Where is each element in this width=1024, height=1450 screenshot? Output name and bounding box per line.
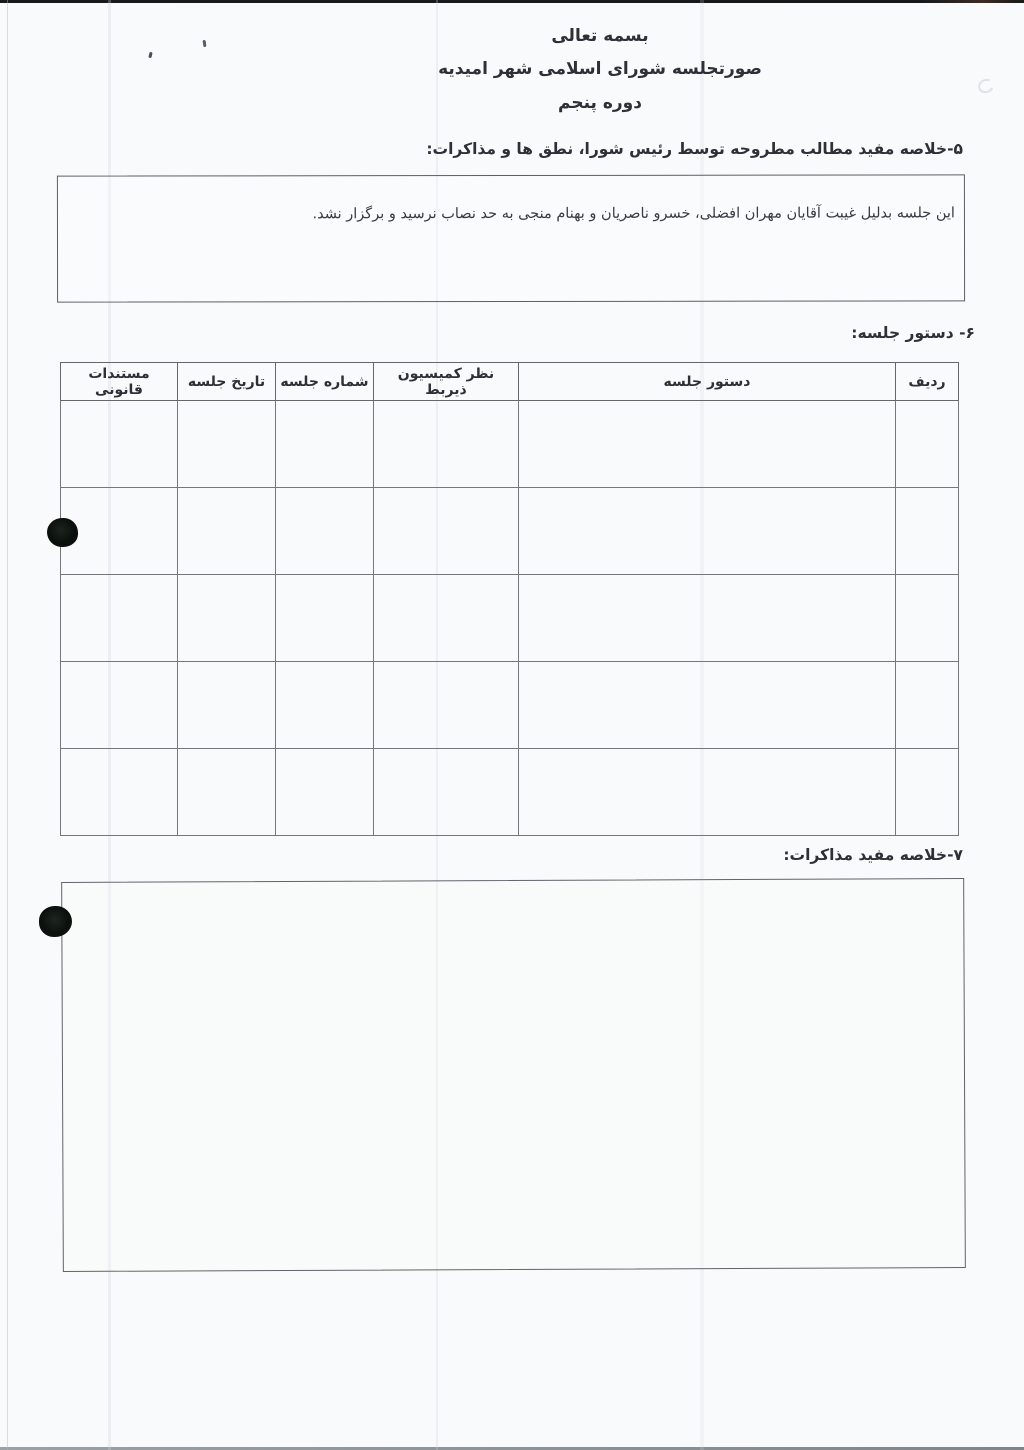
table-header-row <box>61 363 959 401</box>
column-header-meeting-number: شماره جلسه <box>276 363 374 401</box>
table-cell <box>519 749 896 836</box>
table-cell <box>276 575 374 662</box>
table-row <box>61 575 959 662</box>
hole-punch <box>47 518 78 547</box>
table-cell <box>519 662 896 749</box>
table-cell <box>178 749 276 836</box>
table-cell <box>61 488 178 575</box>
table-cell <box>276 401 374 488</box>
agenda-table <box>60 362 959 836</box>
table-cell <box>276 488 374 575</box>
table-cell <box>276 662 374 749</box>
table-cell <box>178 488 276 575</box>
section5-text: این جلسه بدلیل غیبت آقایان مهران افضلی، خسرو ناصریان و بهنام منجی به حد نصاب نرسید و برگزار نشد. <box>312 205 955 223</box>
column-header-commission-opinion: نظر کمیسیون ذیربط <box>374 363 519 401</box>
table-cell <box>896 488 959 575</box>
table-cell <box>374 575 519 662</box>
section5-heading: ۵-خلاصه مفید مطالب مطروحه توسط رئیس شورا، نطق ها و مذاکرات: <box>426 140 963 158</box>
scan-speck <box>203 40 207 47</box>
section7-box <box>61 878 966 1272</box>
table-cell <box>61 749 178 836</box>
agenda-table-body <box>61 401 959 836</box>
table-cell <box>896 662 959 749</box>
table-row <box>61 662 959 749</box>
scan-mark <box>976 77 996 96</box>
scan-edge-top <box>0 0 1024 3</box>
section6-heading: ۶- دستور جلسه: <box>851 324 975 342</box>
column-header-legal-documentation: مستندات قانونی <box>61 363 178 401</box>
table-cell <box>896 749 959 836</box>
column-header-meeting-date: تاریخ جلسه <box>178 363 276 401</box>
table-row <box>61 401 959 488</box>
table-cell <box>178 401 276 488</box>
table-cell <box>61 575 178 662</box>
table-cell <box>61 662 178 749</box>
table-cell <box>519 401 896 488</box>
table-cell <box>519 575 896 662</box>
table-cell <box>374 662 519 749</box>
agenda-table-header <box>61 363 959 401</box>
bismillah-line: بسمه تعالی <box>551 26 649 46</box>
table-cell <box>178 662 276 749</box>
table-cell <box>896 575 959 662</box>
table-cell <box>178 575 276 662</box>
table-row <box>61 488 959 575</box>
term-line: دوره پنجم <box>558 92 642 113</box>
column-header-row-number: ردیف <box>896 363 959 401</box>
table-cell <box>374 488 519 575</box>
section5-box <box>57 174 965 302</box>
table-cell <box>519 488 896 575</box>
table-cell <box>374 749 519 836</box>
hole-punch <box>39 906 72 937</box>
section7-heading: ۷-خلاصه مفید مذاکرات: <box>783 846 963 864</box>
table-cell <box>896 401 959 488</box>
table-row <box>61 749 959 836</box>
scan-streak <box>7 0 8 1450</box>
table-cell <box>374 401 519 488</box>
column-header-agenda: دستور جلسه <box>519 363 896 401</box>
table-cell <box>61 401 178 488</box>
document-title: صورتجلسه شورای اسلامی شهر امیدیه <box>438 59 762 80</box>
scan-speck <box>148 52 152 59</box>
document-header <box>400 26 800 126</box>
table-cell <box>276 749 374 836</box>
